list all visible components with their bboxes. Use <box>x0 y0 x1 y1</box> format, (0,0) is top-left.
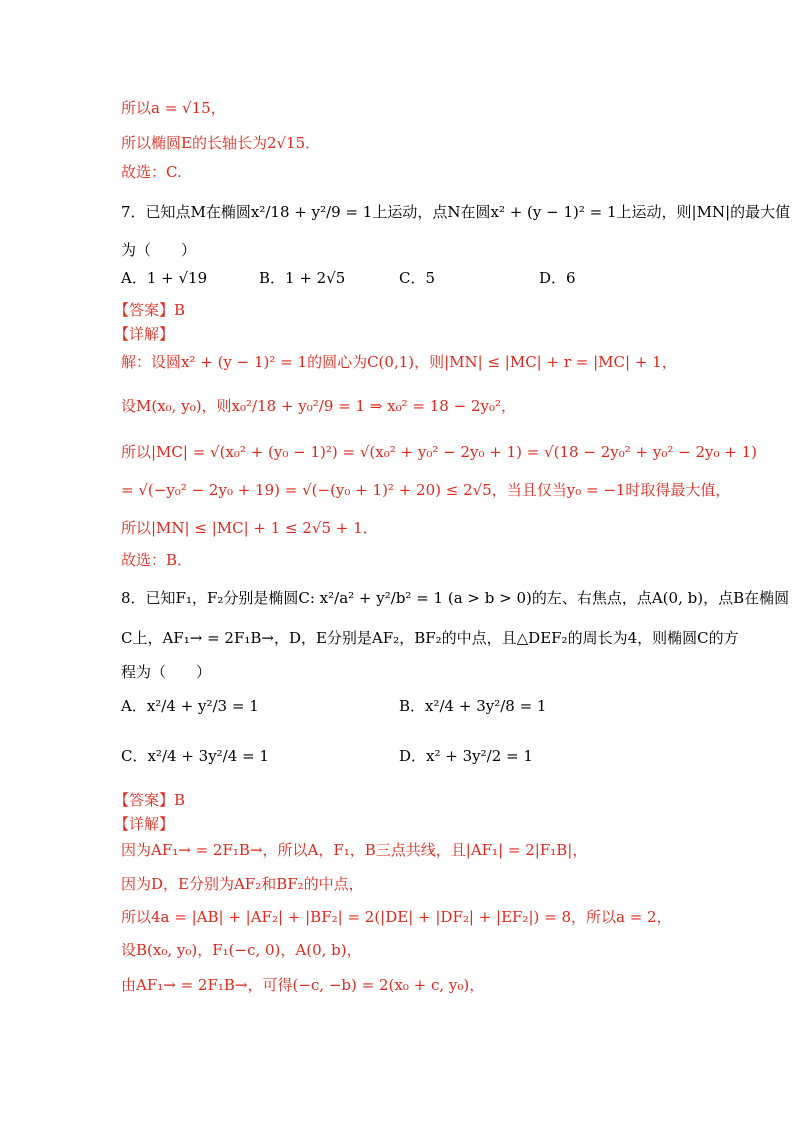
solution-line: 故选：B． <box>121 551 193 569</box>
solution-line: 解：设圆x² + (y − 1)² = 1的圆心为C(0,1)，则|MN| ≤ |MC| + r = |MC| + 1， <box>121 353 677 371</box>
question-8-stem-cont: 程为（ ） <box>121 663 212 681</box>
option-d: D．x² + 3y²/2 = 1 <box>399 747 533 765</box>
option-a: A．1 + √19 <box>121 269 208 287</box>
solution-line: 故选：C. <box>121 163 182 181</box>
question-8-stem-cont: C上，AF₁→ = 2F₁B→，D，E分别是AF₂，BF₂的中点，且△DEF₂的周长为4，则椭圆C的方 <box>121 629 739 647</box>
question-7-stem: 7．已知点M在椭圆x²/18 + y²/9 = 1上运动，点N在圆x² + (y − 1)² = 1上运动，则|MN|的最大值 <box>121 203 791 221</box>
solution-line: 因为AF₁→ = 2F₁B→，所以A，F₁，B三点共线，且|AF₁| = 2|F₁B|， <box>121 841 588 859</box>
solution-line: 因为D，E分别为AF₂和BF₂的中点， <box>121 875 364 893</box>
explanation-tag: 【详解】 <box>114 325 175 343</box>
solution-line: 所以4a = |AB| + |AF₂| + |BF₂| = 2(|DE| + |DF₂| + |EF₂|) = 8，所以a = 2， <box>121 908 672 926</box>
question-8-stem: 8．已知F₁，F₂分别是椭圆C: x²/a² + y²/b² = 1 (a > b > 0)的左、右焦点，点A(0, b)，点B在椭圆 <box>121 589 790 607</box>
answer-tag: 【答案】B <box>114 791 186 809</box>
explanation-tag: 【详解】 <box>114 815 175 833</box>
solution-line: 所以a = √15， <box>121 99 226 117</box>
solution-line: 所以|MC| = √(x₀² + (y₀ − 1)²) = √(x₀² + y₀² − 2y₀ + 1) = √(18 − 2y₀² + y₀² − 2y₀ + 1) <box>121 443 757 461</box>
solution-line: 设M(x₀, y₀)，则x₀²/18 + y₀²/9 = 1 ⇒ x₀² = 18 − 2y₀²， <box>121 397 516 415</box>
option-d: D．6 <box>539 269 576 287</box>
solution-line: = √(−y₀² − 2y₀ + 19) = √(−(y₀ + 1)² + 20) ≤ 2√5，当且仅当y₀ = −1时取得最大值， <box>121 481 731 499</box>
answer-tag: 【答案】B <box>114 301 186 319</box>
option-c: C．5 <box>399 269 436 287</box>
option-a: A．x²/4 + y²/3 = 1 <box>121 697 259 715</box>
option-c: C．x²/4 + 3y²/4 = 1 <box>121 747 269 765</box>
solution-line: 设B(x₀, y₀)，F₁(−c, 0)，A(0, b)， <box>121 941 362 959</box>
solution-line: 所以椭圆E的长轴长为2√15． <box>121 134 321 152</box>
solution-line: 所以|MN| ≤ |MC| + 1 ≤ 2√5 + 1． <box>121 519 378 537</box>
question-7-stem-cont: 为（ ） <box>121 241 197 259</box>
option-b: B．x²/4 + 3y²/8 = 1 <box>399 697 547 715</box>
option-b: B．1 + 2√5 <box>259 269 346 287</box>
solution-line: 由AF₁→ = 2F₁B→，可得(−c, −b) = 2(x₀ + c, y₀)， <box>121 976 485 994</box>
